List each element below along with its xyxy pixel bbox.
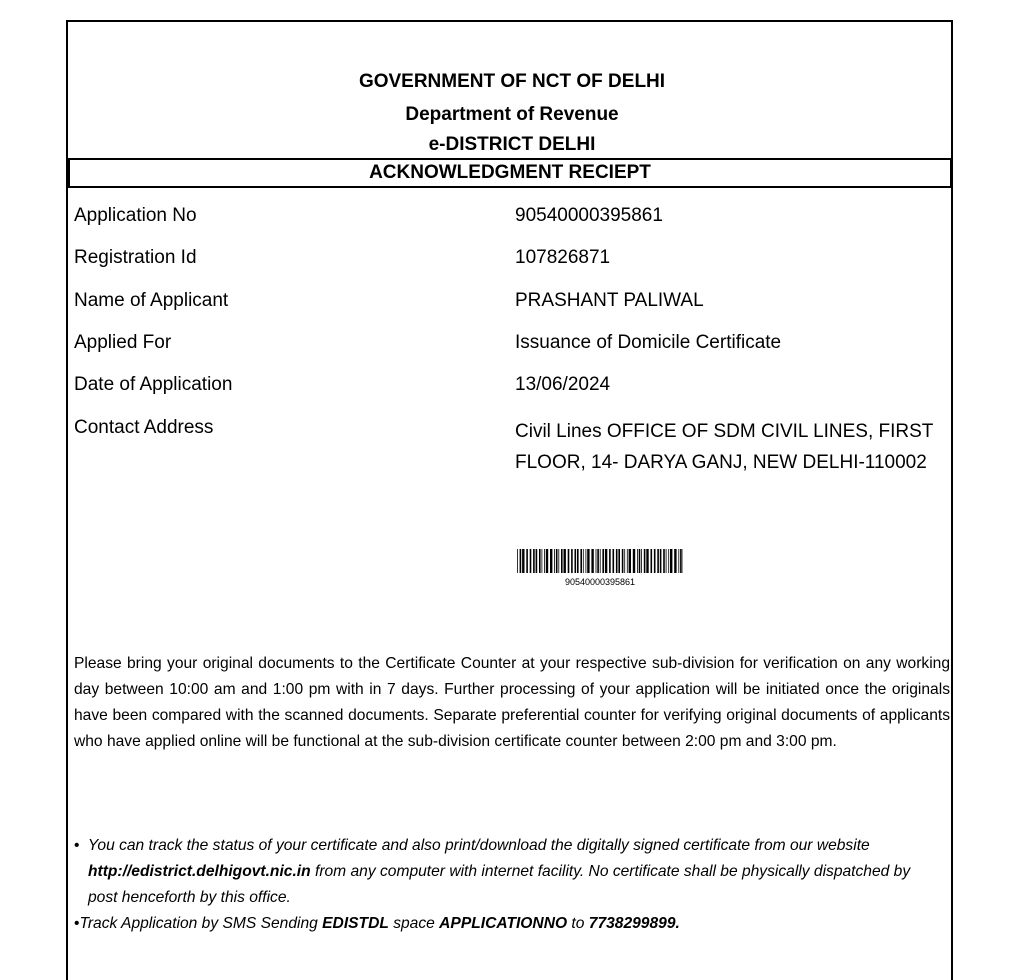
value-date-of-application: 13/06/2024: [515, 374, 610, 396]
header-edistrict: e-DISTRICT DELHI: [0, 134, 1024, 156]
receipt-title: ACKNOWLEDGMENT RECIEPT: [68, 158, 952, 188]
barcode-image: [517, 549, 683, 573]
website-link[interactable]: http://edistrict.delhigovt.nic.in: [88, 863, 311, 880]
instructions-paragraph: Please bring your original documents to the Certificate Counter at your respective sub-division for verification on any working day between 10:00 am and 1:00 pm with in 7 days. Further processing of your application will be initiated once the originals have been compared with the scanned documents. Separate preferential counter for verifying original documents of applicants who have applied online will be functional at the sub-division certificate counter between 2:00 pm and 3:00 pm.: [74, 651, 950, 755]
note-sms-tracking: •Track Application by SMS Sending EDISTDL space APPLICATIONNO to 7738299899.: [74, 911, 934, 937]
value-applied-for: Issuance of Domicile Certificate: [515, 332, 781, 354]
value-registration-id: 107826871: [515, 247, 610, 269]
bullet-icon: •: [74, 915, 79, 932]
header-government: GOVERNMENT OF NCT OF DELHI: [0, 71, 1024, 93]
label-registration-id: Registration Id: [74, 247, 197, 269]
bullet-icon: •: [74, 837, 79, 854]
header-department: Department of Revenue: [0, 104, 1024, 126]
value-applicant-name: PRASHANT PALIWAL: [515, 290, 704, 312]
value-contact-address: Civil Lines OFFICE OF SDM CIVIL LINES, FIRST FLOOR, 14- DARYA GANJ, NEW DELHI-110002: [515, 416, 935, 478]
label-application-no: Application No: [74, 205, 197, 227]
label-applicant-name: Name of Applicant: [74, 290, 228, 312]
label-contact-address: Contact Address: [74, 417, 213, 439]
value-application-no: 90540000395861: [515, 205, 663, 227]
note-track-status: • You can track the status of your certificate and also print/download the digitally signed certificate from our website http://edistrict.delhigovt.nic.in from any computer with internet facility. No certificate shall be physically dispatched by post henceforth by this office.: [74, 833, 934, 911]
label-applied-for: Applied For: [74, 332, 171, 354]
notes-section: [74, 833, 934, 937]
barcode-number: 90540000395861: [517, 577, 683, 587]
label-date-of-application: Date of Application: [74, 374, 232, 396]
